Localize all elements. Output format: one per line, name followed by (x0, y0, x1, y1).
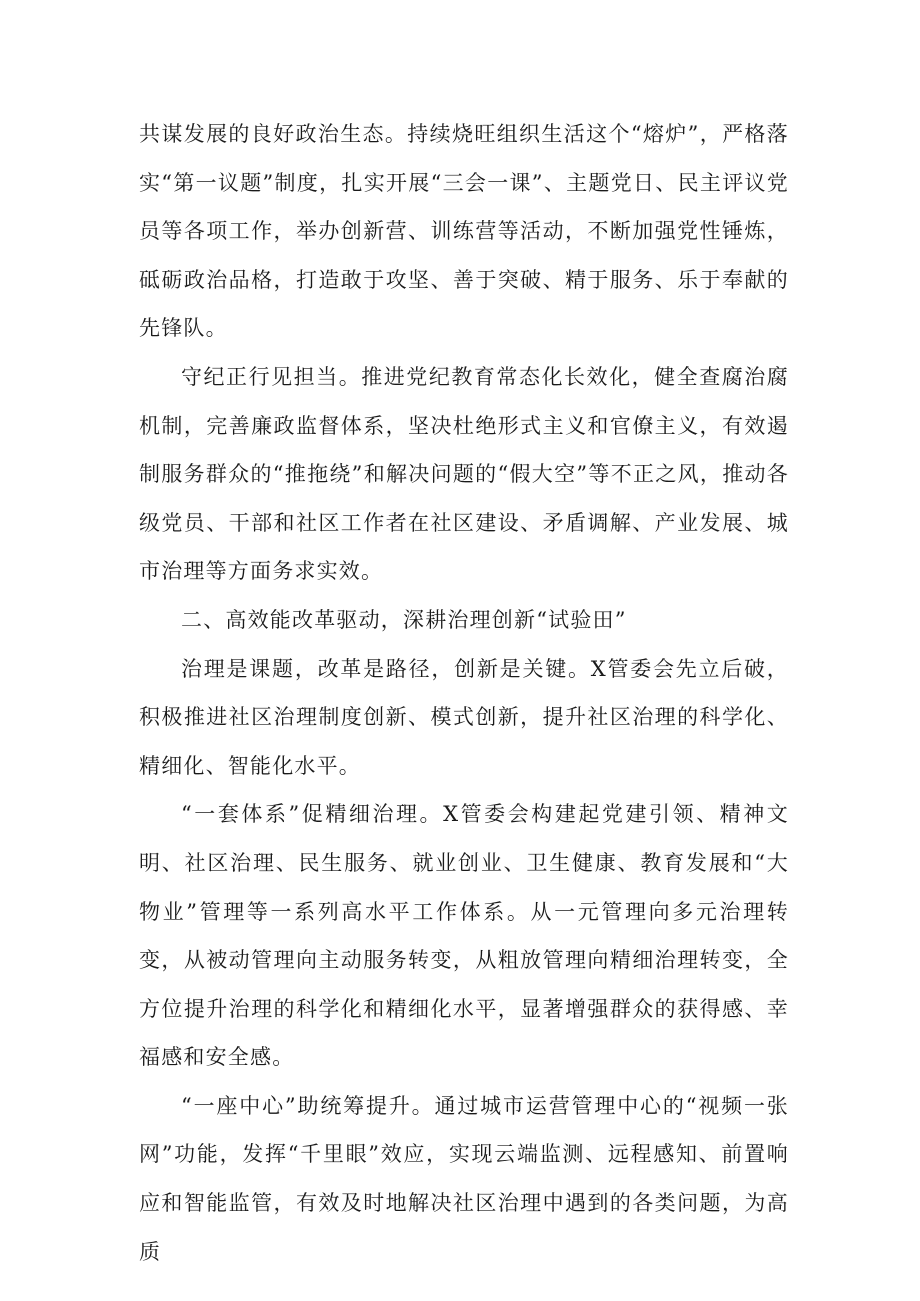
paragraph-continuation: 共谋发展的良好政治生态。持续烧旺组织生活这个“熔炉”，严格落实“第一议题”制度，扎实开展“三会一课”、主题党日、民主评议党员等各项工作，举办创新营、训练营等活动，不断加强党性锤炼，砥砺政治品格，打造敢于攻坚、善于突破、精于服务、乐于奉献的先锋队。 (139, 122, 789, 341)
section-heading-reform: 二、高效能改革驱动，深耕治理创新“试验田” (181, 607, 627, 632)
paragraph-system: “一套体系”促精细治理。X管委会构建起党建引领、精神文明、社区治理、民生服务、就业创业、卫生健康、教育发展和“大物业”管理等一系列高水平工作体系。从一元管理向多元治理转变，从被动管理向主动服务转变，从粗放管理向精细治理转变，全方位提升治理的科学化和精细化水平，显著增强群众的获得感、幸福感和安全感。 (139, 802, 789, 1070)
paragraph-center: “一座中心”助统筹提升。通过城市运营管理中心的“视频一张网”功能，发挥“千里眼”效应，实现云端监测、远程感知、前置响应和智能监管，有效及时地解决社区治理中遇到的各类问题，为高质 (139, 1093, 789, 1264)
document-body (139, 110, 789, 1276)
paragraph-reform-intro: 治理是课题，改革是路径，创新是关键。X管委会先立后破，积极推进社区治理制度创新、模式创新，提升社区治理的科学化、精细化、智能化水平。 (139, 656, 789, 778)
paragraph-discipline: 守纪正行见担当。推进党纪教育常态化长效化，健全查腐治腐机制，完善廉政监督体系，坚决杜绝形式主义和官僚主义，有效遏制服务群众的“推拖绕”和解决问题的“假大空”等不正之风，推动各级党员、干部和社区工作者在社区建设、矛盾调解、产业发展、城市治理等方面务求实效。 (139, 364, 789, 584)
